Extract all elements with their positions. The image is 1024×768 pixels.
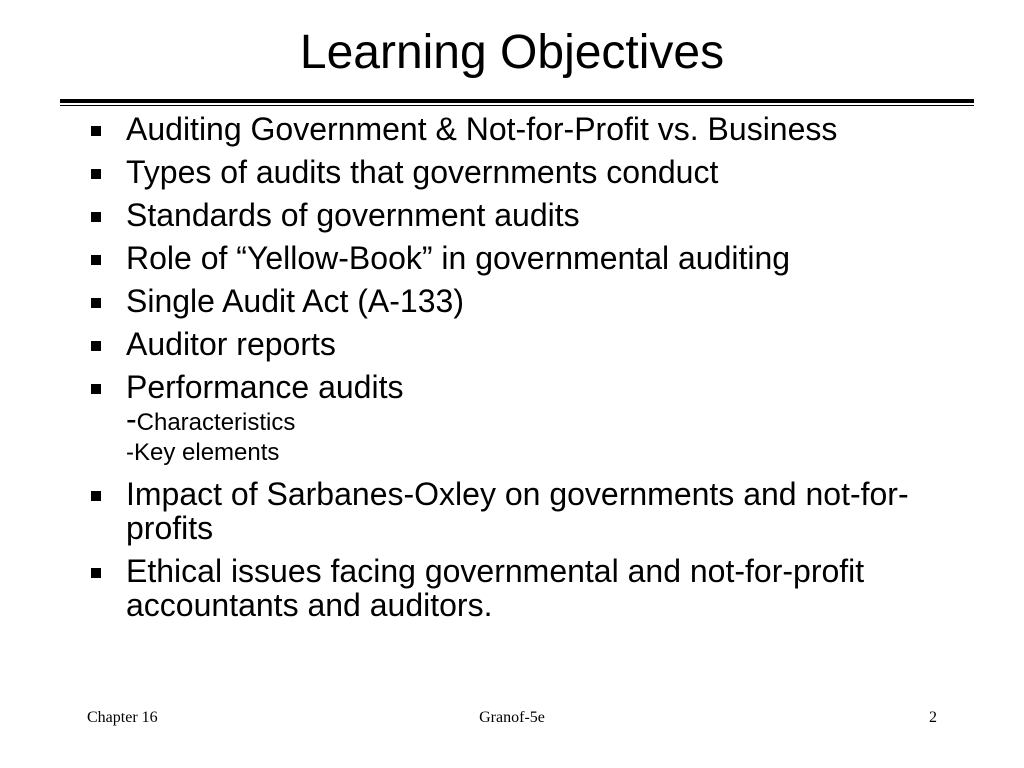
bullet-text: Auditor reports xyxy=(126,326,336,362)
slide-title: Learning Objectives xyxy=(299,26,725,79)
bullet-item xyxy=(87,241,987,275)
footer-source: Granof-5e xyxy=(479,709,545,726)
bullet-item xyxy=(87,284,987,318)
square-bullet-icon xyxy=(91,126,101,136)
bullet-text: Performance audits xyxy=(126,369,404,405)
bullet-item xyxy=(87,155,987,189)
bullet-text: Impact of Sarbanes-Oxley on governments and not-for-profits xyxy=(126,476,909,546)
square-bullet-icon xyxy=(91,212,101,222)
title-divider-thin xyxy=(60,105,974,106)
square-bullet-icon xyxy=(91,568,101,578)
bullet-item xyxy=(87,327,987,361)
bullet-text: Types of audits that governments conduct xyxy=(126,154,719,190)
bullet-text: Auditing Government & Not-for-Profit vs. Business xyxy=(126,111,838,147)
square-bullet-icon xyxy=(91,255,101,265)
bullet-item xyxy=(87,554,987,622)
square-bullet-icon xyxy=(91,491,101,501)
sub-item-dash: - xyxy=(126,439,134,466)
footer-page-number: 2 xyxy=(929,709,937,726)
bullet-item xyxy=(87,198,987,232)
title-divider-thick xyxy=(60,99,974,103)
objectives-list xyxy=(87,112,987,631)
square-bullet-icon xyxy=(91,384,101,394)
bullet-text: Ethical issues facing governmental and not-for-profit accountants and auditors. xyxy=(126,553,865,623)
square-bullet-icon xyxy=(91,341,101,351)
square-bullet-icon xyxy=(91,298,101,308)
bullet-item xyxy=(87,370,987,468)
bullet-item xyxy=(87,477,987,545)
footer-chapter: Chapter 16 xyxy=(87,709,158,726)
bullet-text: Single Audit Act (A-133) xyxy=(126,283,464,319)
bullet-text: Standards of government audits xyxy=(126,197,580,233)
sub-item-text: Key elements xyxy=(134,439,280,466)
square-bullet-icon xyxy=(91,169,101,179)
bullet-text: Role of “Yellow-Book” in governmental auditing xyxy=(126,240,791,276)
sub-item xyxy=(126,438,987,468)
sub-item-text: Characteristics xyxy=(136,409,296,436)
bullet-item xyxy=(87,112,987,146)
sub-item-dash: - xyxy=(126,401,137,437)
sub-item xyxy=(126,401,987,438)
